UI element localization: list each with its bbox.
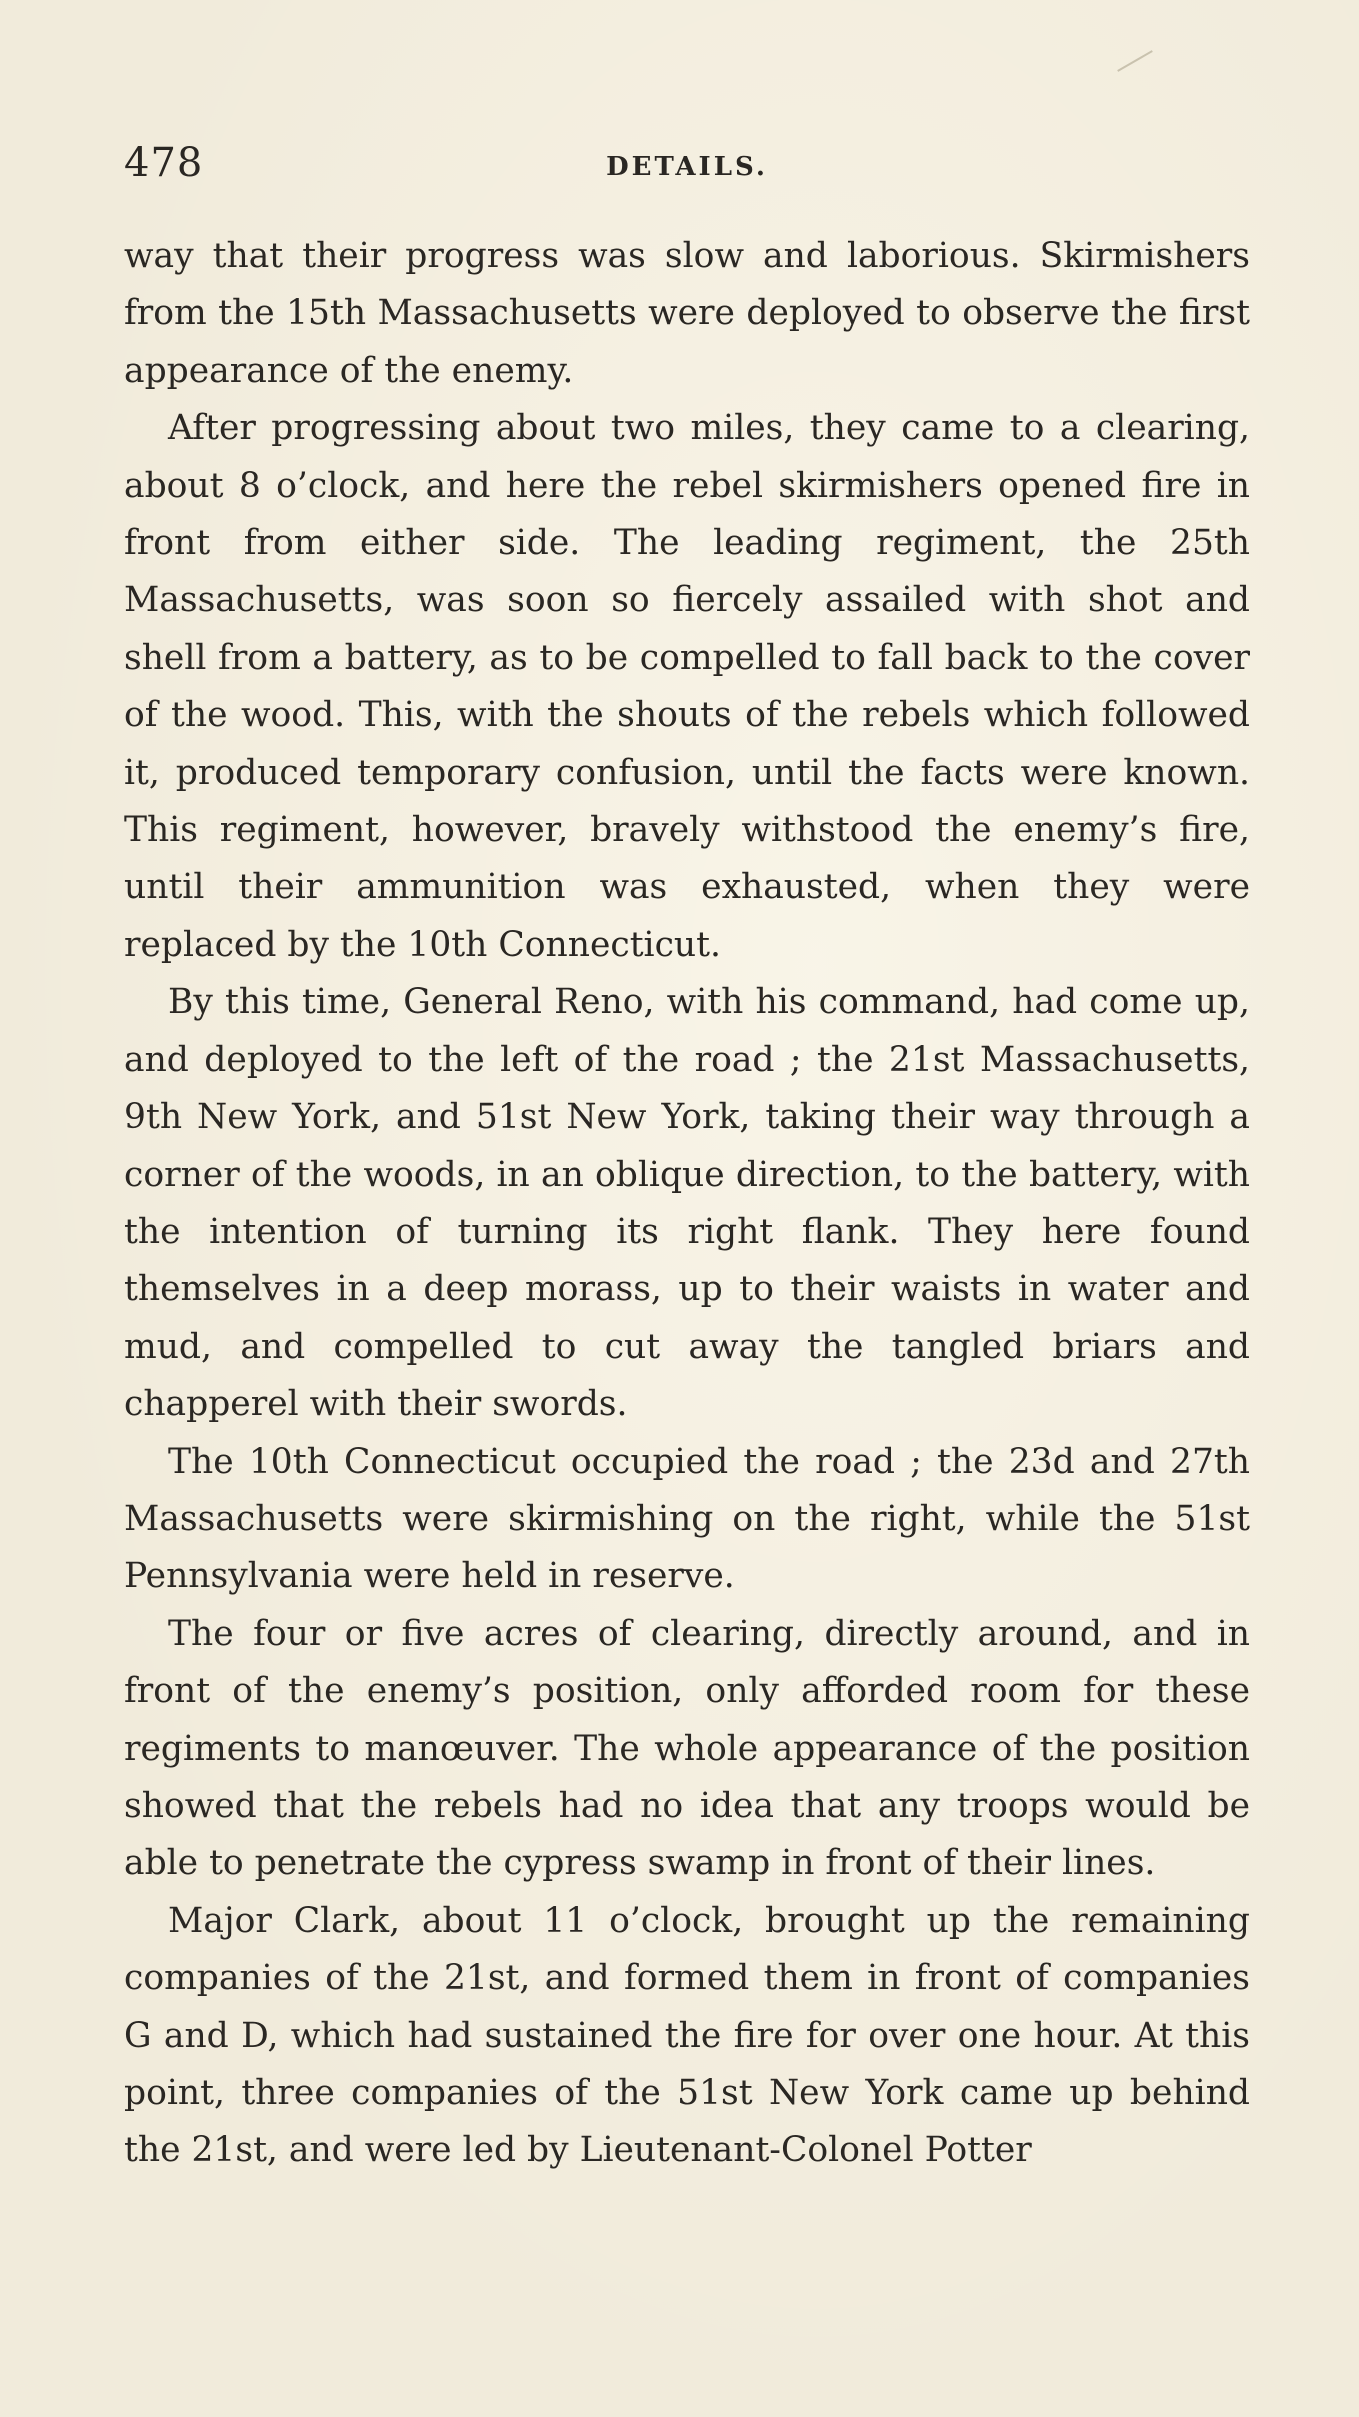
pencil-mark — [1117, 50, 1153, 72]
paragraph: After progressing about two miles, they came to a clearing, about 8 o’clock, and here the rebel skirmishers opened fire in front from either side. The leading regiment, the 25th Massachusetts, was soon so fiercely assailed with shot and shell from a battery, as to be compelled to fall back to the cover of the wood. This, with the shouts of the rebels which followed it, produced temporary confusion, until the facts were known. This regiment, however, bravely withstood the enemy’s fire, until their ammunition was exhausted, when they were replaced by the 10th Connecticut. — [124, 408, 1250, 965]
running-title: DETAILS. — [606, 152, 768, 182]
paragraph: The 10th Connecticut occupied the road ; the 23d and 27th Massachusetts were skirmishing on the right, while the 51st Pennsylvania were held in reserve. — [124, 1441, 1250, 1597]
paragraph: By this time, General Reno, with his command, had come up, and deployed to the left of the road ; the 21st Massachusetts, 9th New York, and 51st New York, taking their way through a corner of the woods, in an oblique direction, to the battery, with the intention of turning its right flank. They here found themselves in a deep morass, up to their waists in water and mud, and compelled to cut away the tangled briars and chapperel with their swords. — [124, 982, 1250, 1425]
paragraph: way that their progress was slow and laborious. Skirmishers from the 15th Massachusetts were deployed to observe the first appearance of the enemy. — [124, 236, 1250, 391]
running-head — [124, 140, 1250, 200]
paragraph: Major Clark, about 11 o’clock, brought up the remaining companies of the 21st, and formed them in front of companies G and D, which had sustained the fire for over one hour. At this point, three companies of the 51st New York came up behind the 21st, and were led by Lieutenant-Colonel Potter — [124, 1900, 1250, 2171]
page-number: 478 — [124, 140, 204, 186]
body-text — [124, 228, 1250, 2180]
paragraph: The four or five acres of clearing, directly around, and in front of the enemy’s position, only afforded room for these regiments to manœuver. The whole appearance of the position showed that the rebels had no idea that any troops would be able to penetrate the cypress swamp in front of their lines. — [124, 1613, 1250, 1884]
